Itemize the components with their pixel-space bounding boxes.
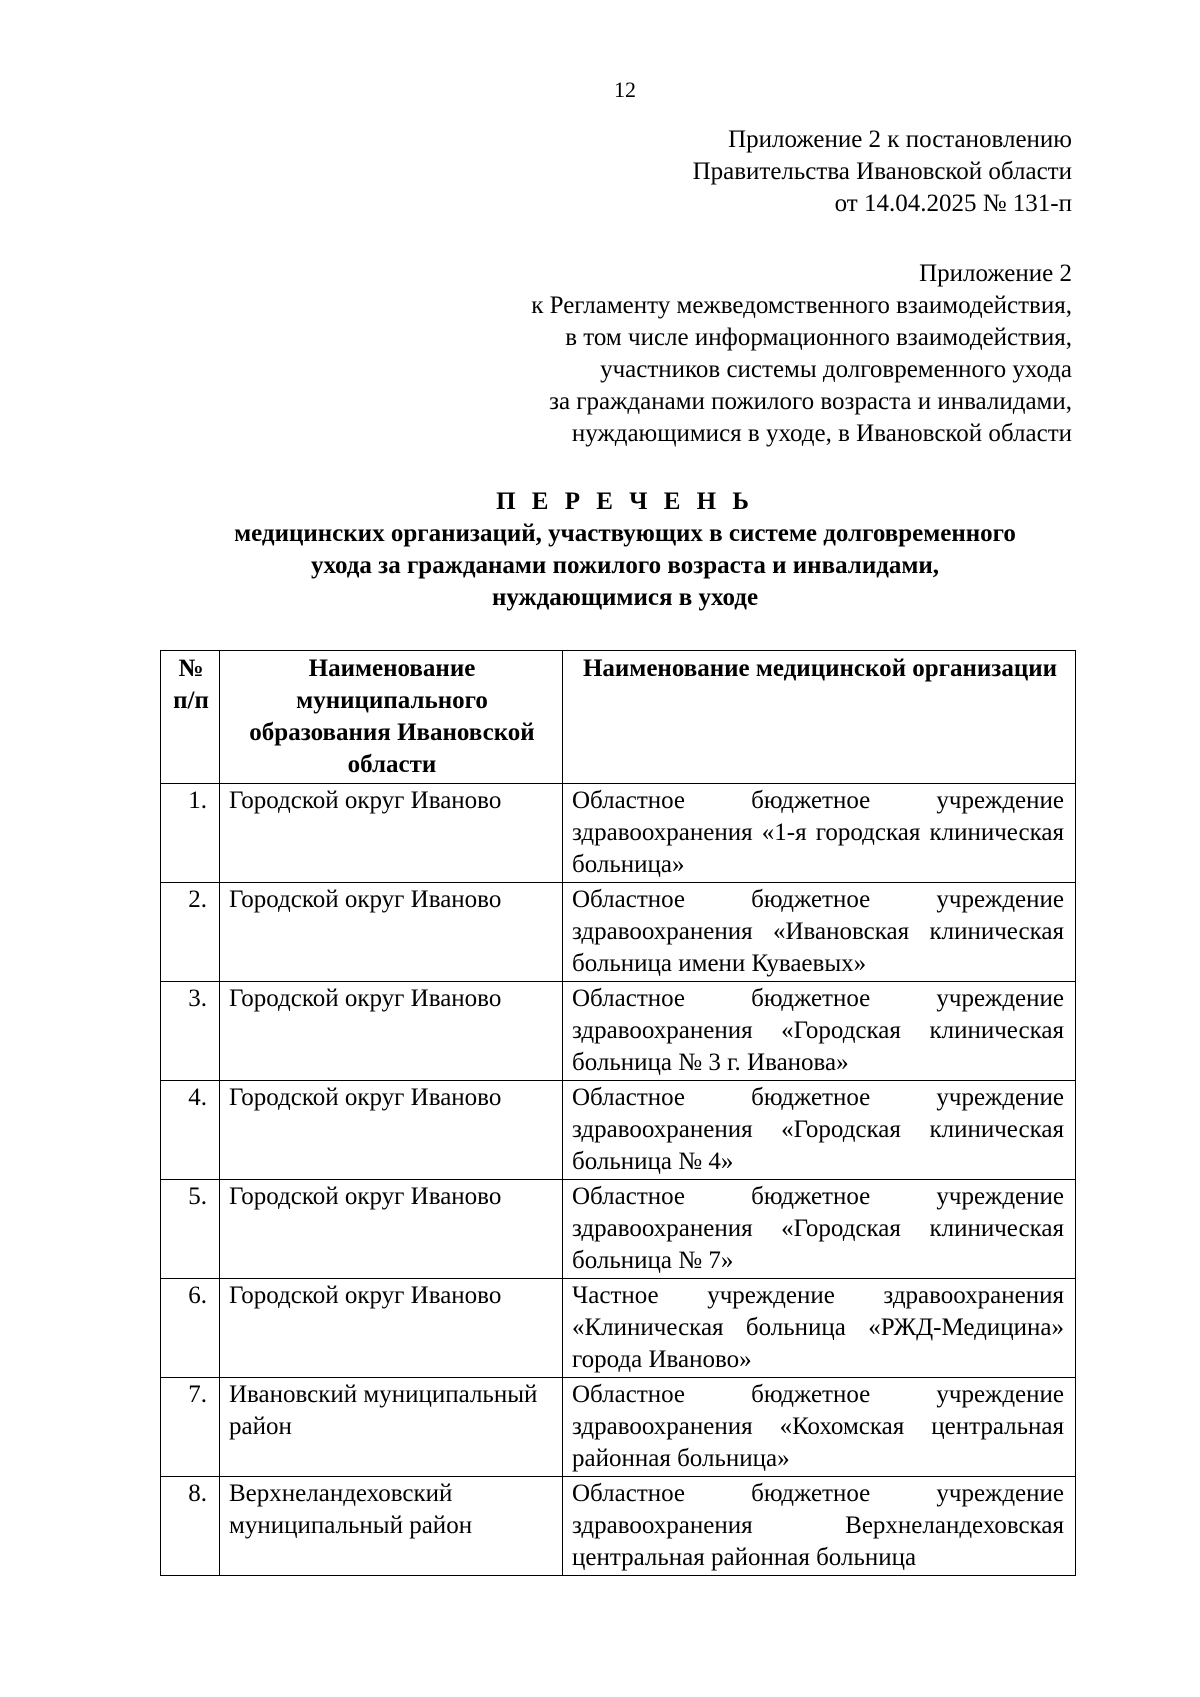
row-organization: Областное бюджетное учреждение здравоохранения «1-я городская клиническая больница»	[563, 784, 1076, 883]
row-organization: Областное бюджетное учреждение здравоохранения «Городская клиническая больница № 3 г. Иванова»	[563, 982, 1076, 1081]
row-organization: Областное бюджетное учреждение здравоохранения «Ивановская клиническая больница имени Куваевых»	[563, 883, 1076, 982]
row-municipality: Городской округ Иваново	[220, 784, 563, 883]
table-row	[161, 883, 1076, 982]
row-municipality: Городской округ Иваново	[220, 883, 563, 982]
row-organization: Частное учреждение здравоохранения «Клиническая больница «РЖД-Медицина» города Иваново»	[563, 1279, 1076, 1378]
table-row	[161, 1081, 1076, 1180]
row-organization: Областное бюджетное учреждение здравоохранения «Городская клиническая больница № 4»	[563, 1081, 1076, 1180]
document-title: П Е Р Е Ч Е Н Ь	[496, 488, 754, 515]
appendix-regulation-line: участников системы долговременного ухода	[600, 356, 1072, 383]
row-municipality: Городской округ Иваново	[220, 982, 563, 1081]
row-num: 7.	[161, 1378, 220, 1477]
table-row	[161, 1180, 1076, 1279]
table-row	[161, 982, 1076, 1081]
row-municipality: Городской округ Иваново	[220, 1081, 563, 1180]
row-municipality: Городской округ Иваново	[220, 1279, 563, 1378]
row-municipality: Городской округ Иваново	[220, 1180, 563, 1279]
row-organization: Областное бюджетное учреждение здравоохранения «Городская клиническая больница № 7»	[563, 1180, 1076, 1279]
page-number: 12	[614, 77, 636, 102]
appendix-decree-line: от 14.04.2025 № 131-п	[834, 190, 1072, 217]
appendix-decree-line: Правительства Ивановской области	[692, 158, 1072, 185]
row-num: 3.	[161, 982, 220, 1081]
appendix-regulation-line: Приложение 2	[919, 260, 1072, 287]
row-num: 5.	[161, 1180, 220, 1279]
table-header-row	[161, 651, 1076, 784]
document-subtitle-line: ухода за гражданами пожилого возраста и инвалидами,	[310, 552, 940, 579]
appendix-regulation-line: за гражданами пожилого возраста и инвалидами,	[549, 388, 1072, 415]
appendix-regulation-line: нуждающимися в уходе, в Ивановской области	[571, 420, 1072, 447]
header-municipality: Наименование муниципального образования Ивановской области	[220, 651, 563, 784]
appendix-regulation-line: к Регламенту межведомственного взаимодействия,	[531, 292, 1072, 319]
appendix-decree-line: Приложение 2 к постановлению	[728, 126, 1072, 153]
row-organization: Областное бюджетное учреждение здравоохранения Верхнеландеховская центральная районная больница	[563, 1477, 1076, 1576]
document-subtitle-line: медицинских организаций, участвующих в системе долговременного	[234, 520, 1016, 547]
row-num: 4.	[161, 1081, 220, 1180]
table-row	[161, 1279, 1076, 1378]
appendix-decree-block	[312, 124, 1072, 220]
appendix-regulation-line: в том числе информационного взаимодействия,	[565, 324, 1072, 351]
header-organization: Наименование медицинской организации	[563, 651, 1076, 784]
medical-organizations-table	[160, 650, 1076, 1576]
table-row	[161, 1378, 1076, 1477]
row-num: 2.	[161, 883, 220, 982]
appendix-regulation-block	[312, 258, 1072, 450]
row-municipality: Ивановский муниципальный район	[220, 1378, 563, 1477]
table-row	[161, 1477, 1076, 1576]
document-heading	[160, 486, 1090, 614]
row-organization: Областное бюджетное учреждение здравоохранения «Кохомская центральная районная больница»	[563, 1378, 1076, 1477]
row-num: 8.	[161, 1477, 220, 1576]
row-num: 1.	[161, 784, 220, 883]
document-subtitle-line: нуждающимися в уходе	[491, 584, 759, 611]
header-num: № п/п	[161, 651, 220, 784]
row-num: 6.	[161, 1279, 220, 1378]
table-row	[161, 784, 1076, 883]
row-municipality: Верхнеландеховский муниципальный район	[220, 1477, 563, 1576]
